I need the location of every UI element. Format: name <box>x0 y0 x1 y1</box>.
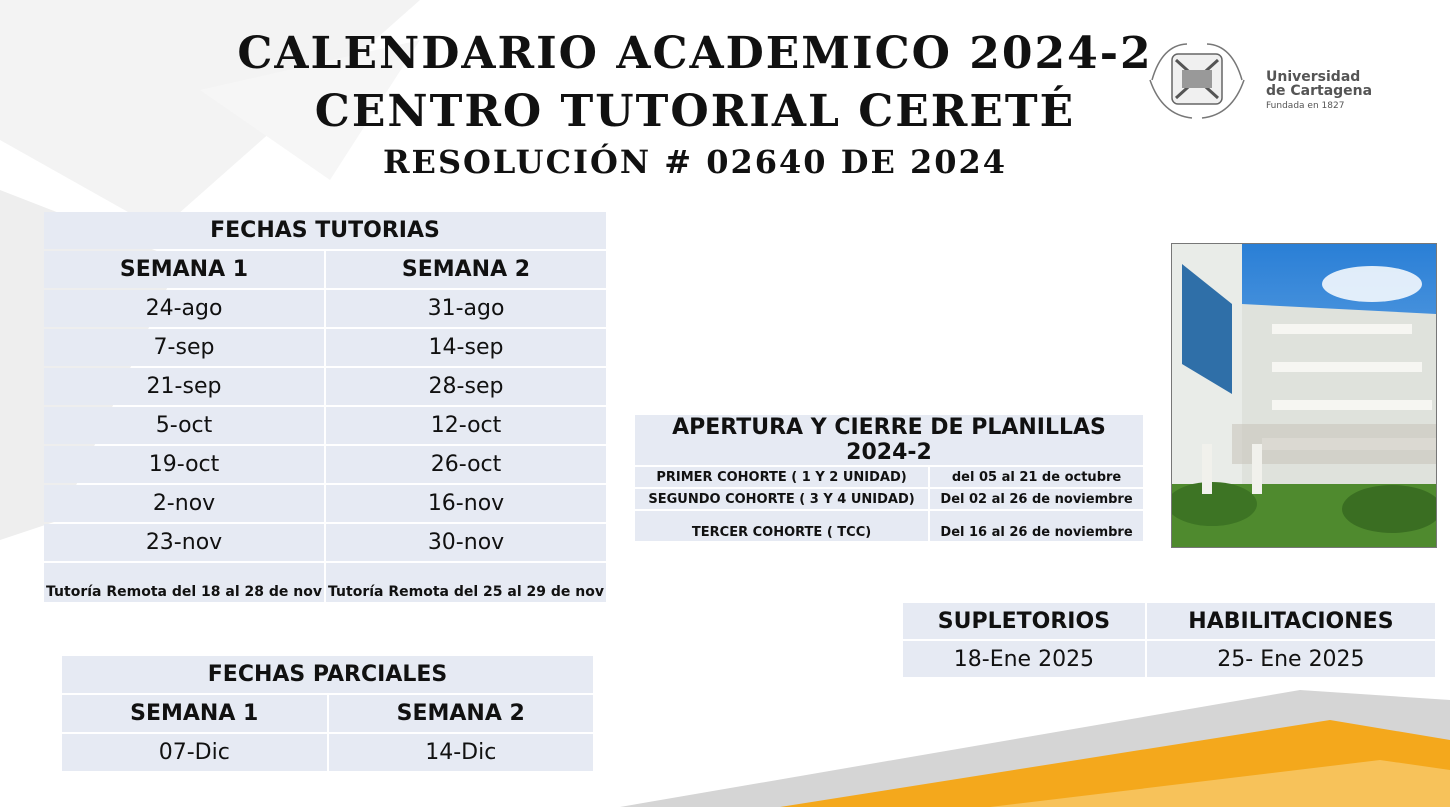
table-cell: 26-oct <box>326 446 606 483</box>
table-row <box>635 467 1143 487</box>
table-row <box>44 407 606 444</box>
table-row <box>44 524 606 561</box>
table-row <box>44 329 606 366</box>
supletorios-date: 18-Ene 2025 <box>903 641 1145 677</box>
table-cell: Del 16 al 26 de noviembre <box>930 511 1143 541</box>
planillas-table <box>633 413 1145 543</box>
table-cell: 19-oct <box>44 446 324 483</box>
table-cell: Del 02 al 26 de noviembre <box>930 489 1143 509</box>
university-founded: Fundada en 1827 <box>1266 101 1345 111</box>
campus-building-photo <box>1171 243 1437 548</box>
table-cell: Tutoría Remota del 25 al 29 de nov <box>326 563 606 602</box>
table-cell: del 05 al 21 de octubre <box>930 467 1143 487</box>
table-cell: 5-oct <box>44 407 324 444</box>
parciales-col-semana-2: SEMANA 2 <box>329 695 594 732</box>
university-name-line-1: Universidad <box>1266 69 1361 85</box>
table-cell: 2-nov <box>44 485 324 522</box>
planillas-title: APERTURA Y CIERRE DE PLANILLAS 2024-2 <box>635 415 1143 465</box>
table-cell: 30-nov <box>326 524 606 561</box>
habilitaciones-date: 25- Ene 2025 <box>1147 641 1435 677</box>
supletorios-table <box>901 601 1437 679</box>
table-cell: 7-sep <box>44 329 324 366</box>
university-name-line-2: de Cartagena <box>1266 83 1373 99</box>
table-row <box>44 290 606 327</box>
table-cell: 07-Dic <box>62 734 327 771</box>
table-cell: 31-ago <box>326 290 606 327</box>
table-cell: TERCER COHORTE ( TCC) <box>635 511 928 541</box>
table-row <box>62 734 593 771</box>
table-row <box>44 446 606 483</box>
table-row <box>44 485 606 522</box>
tutorias-table <box>42 210 608 604</box>
parciales-col-semana-1: SEMANA 1 <box>62 695 327 732</box>
table-row <box>635 511 1143 541</box>
table-row <box>44 368 606 405</box>
table-cell: 14-Dic <box>329 734 594 771</box>
table-cell: 28-sep <box>326 368 606 405</box>
title-line-3: RESOLUCIÓN # 02640 DE 2024 <box>382 143 1008 181</box>
table-cell: 14-sep <box>326 329 606 366</box>
tutorias-title: FECHAS TUTORIAS <box>44 212 606 249</box>
title-line-2: CENTRO TUTORIAL CERETÉ <box>314 86 1076 137</box>
parciales-table <box>60 654 595 773</box>
table-cell: 24-ago <box>44 290 324 327</box>
table-cell: Tutoría Remota del 18 al 28 de nov <box>44 563 324 602</box>
table-row <box>635 489 1143 509</box>
table-cell: 12-oct <box>326 407 606 444</box>
title-line-1: CALENDARIO ACADEMICO 2024-2 <box>237 28 1153 79</box>
tutorias-col-semana-2: SEMANA 2 <box>326 251 606 288</box>
parciales-title: FECHAS PARCIALES <box>62 656 593 693</box>
table-cell: 23-nov <box>44 524 324 561</box>
table-cell: SEGUNDO COHORTE ( 3 Y 4 UNIDAD) <box>635 489 928 509</box>
table-row <box>44 563 606 602</box>
table-cell: 21-sep <box>44 368 324 405</box>
supletorios-header: SUPLETORIOS <box>903 603 1145 639</box>
university-name <box>1266 70 1372 111</box>
tutorias-col-semana-1: SEMANA 1 <box>44 251 324 288</box>
table-cell: 16-nov <box>326 485 606 522</box>
table-row <box>903 641 1435 677</box>
habilitaciones-header: HABILITACIONES <box>1147 603 1435 639</box>
table-cell: PRIMER COHORTE ( 1 Y 2 UNIDAD) <box>635 467 928 487</box>
